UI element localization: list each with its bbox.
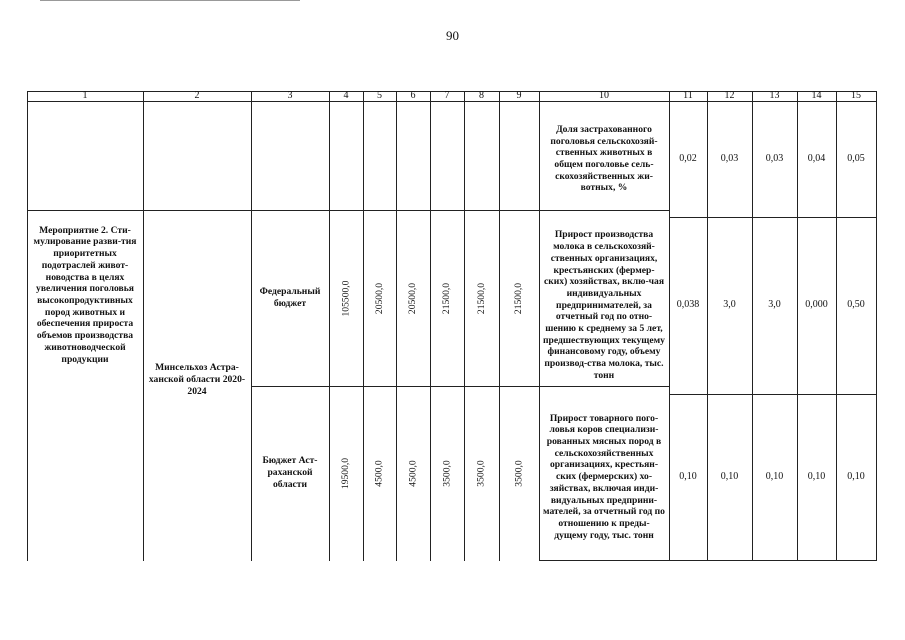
top-edge-line <box>40 0 300 3</box>
column-border-1 <box>143 91 144 561</box>
column-header-15: 15 <box>851 89 861 101</box>
federal-amount-col-4: 105500,0 <box>340 280 352 316</box>
column-header-3: 3 <box>287 89 293 101</box>
federal-value-13: 3,0 <box>768 299 781 311</box>
column-header-2: 2 <box>194 89 200 101</box>
column-border-2 <box>251 91 252 561</box>
page-number: 90 <box>446 28 459 43</box>
regional-value-13: 0,10 <box>765 470 784 482</box>
event-name: Мероприятие 2. Сти-мулирование разви-тия приоритетных подотраслей живот-новодства в целях увеличения поголовья высокопродуктивных пород животных и обеспечения прироста объемов производства животноводческой продукции <box>33 224 137 365</box>
row1-value-14: 0,04 <box>807 152 826 164</box>
column-border-9 <box>539 91 540 561</box>
column-header-10: 10 <box>599 89 609 101</box>
regional-value-14: 0,10 <box>807 470 826 482</box>
column-header-11: 11 <box>683 89 693 101</box>
federal-amount-col-9: 21500,0 <box>513 282 525 314</box>
regional-value-11: 0,10 <box>679 470 697 482</box>
row1-value-15: 0,05 <box>847 152 865 164</box>
regional-indicator: Прирост товарного пого-ловья коров специализи-рованных мясных пород в сельскохозяйственных организациях, крестьян-ских (фермерских) хо-зяйствах, включая инди-видуальных предприни-мателей, за отчетный год по отношению к преды-дущему году, тыс. тонн <box>543 412 665 541</box>
regional-amount-col-9: 3500,0 <box>513 459 525 487</box>
regional-amount-col-6: 4500,0 <box>407 459 419 487</box>
row1-value-12: 0,03 <box>720 152 739 164</box>
regional-amount-col-4: 19500,0 <box>340 457 352 489</box>
federal-source: Федеральный бюджет <box>259 286 321 309</box>
federal-value-12: 3,0 <box>723 299 736 311</box>
federal-amount-col-6: 20500,0 <box>407 282 419 314</box>
regional-amount-col-7: 3500,0 <box>441 459 453 487</box>
regional-value-15: 0,10 <box>847 470 865 482</box>
row1-indicator: Доля застрахованного поголовья сельскохозяй-ственных животных в общем поголовье сель-скохозяйственных жи-вотных, % <box>550 123 658 194</box>
federal-indicator: Прирост производства молока в сельскохозяй-ственных организациях, крестьянских (фермер-ских) хозяйствах, вклю-чая индивидуальных предпринимателей, за отчетный год по отно-шению к среднему за 5 лет, предшествующих текущему финансовому году, объему производ-ства молока, тыс. тонн <box>543 229 665 381</box>
column-header-9: 9 <box>516 89 522 101</box>
column-header-5: 5 <box>377 89 382 101</box>
federal-value-15: 0,50 <box>847 299 865 311</box>
column-header-6: 6 <box>410 89 416 101</box>
column-header-7: 7 <box>444 89 450 101</box>
row1-value-11: 0,02 <box>679 152 697 164</box>
column-border-0 <box>27 91 28 561</box>
column-header-1: 1 <box>82 89 88 101</box>
column-header-13: 13 <box>769 89 780 101</box>
column-header-8: 8 <box>479 89 484 101</box>
regional-amount-col-5: 4500,0 <box>373 459 385 487</box>
federal-value-14: 0,000 <box>805 299 828 311</box>
federal-value-11: 0,038 <box>676 299 700 311</box>
regional-source: Бюджет Аст-раханской области <box>262 455 318 490</box>
federal-amount-col-5: 20500,0 <box>374 282 385 314</box>
event-executor: Минсельхоз Астра-ханской области 2020-2024 <box>148 362 246 397</box>
row1-value-13: 0,03 <box>765 152 784 164</box>
regional-value-12: 0,10 <box>720 470 739 482</box>
federal-amount-col-8: 21500,0 <box>476 282 487 314</box>
column-header-4: 4 <box>343 89 349 101</box>
regional-amount-col-8: 3500,0 <box>475 459 487 487</box>
column-header-14: 14 <box>811 89 822 101</box>
federal-amount-col-7: 21500,0 <box>441 282 453 314</box>
column-header-12: 12 <box>724 89 735 101</box>
column-border-15 <box>876 91 877 561</box>
